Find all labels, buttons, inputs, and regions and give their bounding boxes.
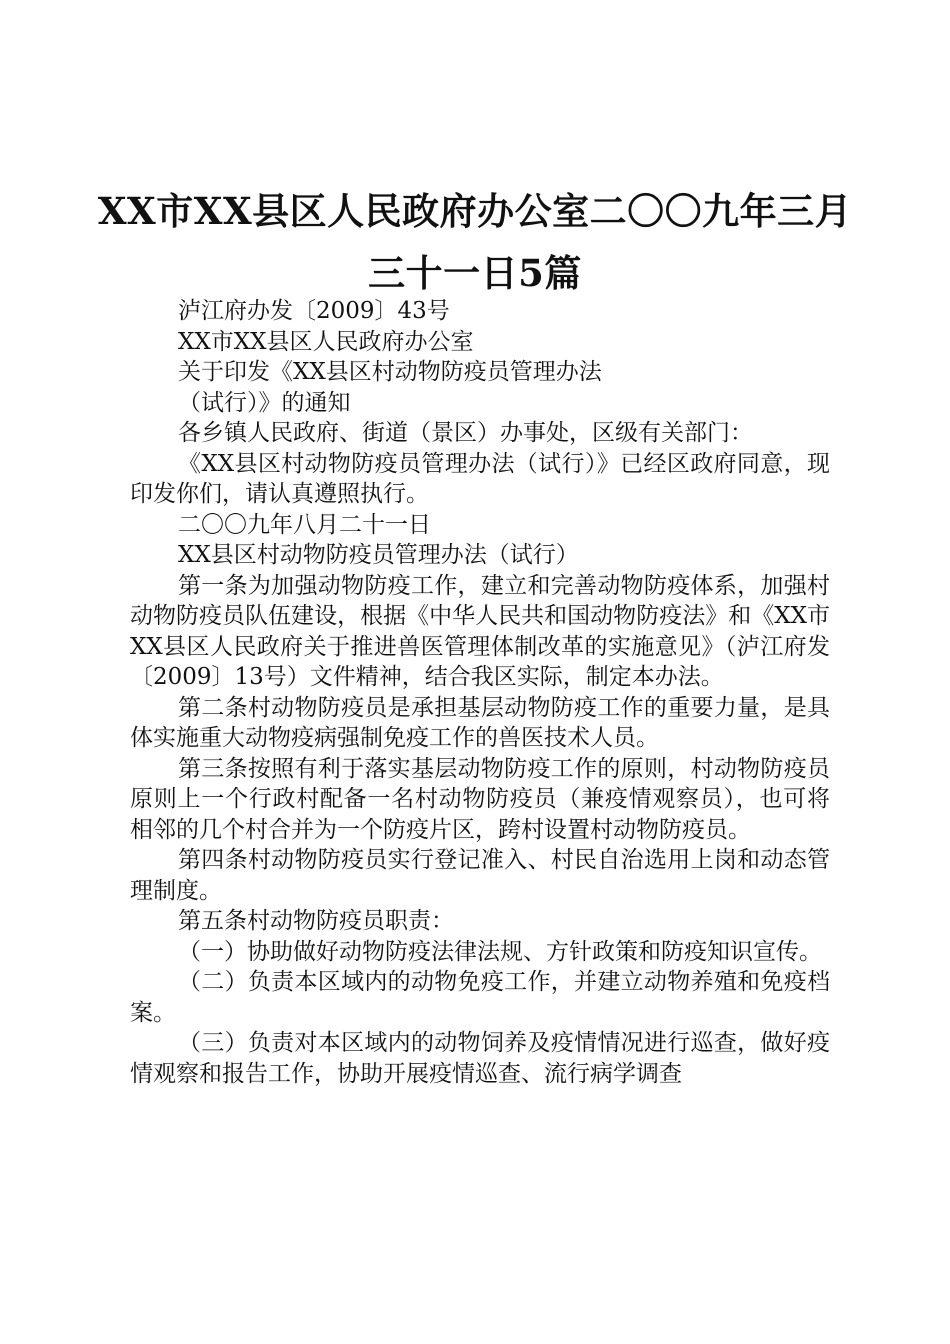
notice-body: 《XX县区村动物防疫员管理办法（试行）》已经区政府同意，现印发你们，请认真遵照执行。	[130, 450, 830, 507]
notice-date: 二〇〇九年八月二十一日	[178, 511, 431, 538]
title-line-2: 三十一日5篇	[368, 251, 582, 295]
article-3: 第三条按照有利于落实基层动物防疫工作的原则，村动物防疫员原则上一个行政村配备一名村动物防疫员（兼疫情观察员），也可将相邻的几个村合并为一个防疫片区，跨村设置村动物防疫员。	[130, 755, 830, 843]
article-1: 第一条为加强动物防疫工作，建立和完善动物防疫体系，加强村动物防疫员队伍建设，根据《中华人民共和国动物防疫法》和《XX市XX县区人民政府关于推进兽医管理体制改革的实施意见》（泸江府发〔2009〕13号）文件精神，结合我区实际，制定本办法。	[130, 572, 830, 690]
issuing-office: XX市XX县区人民政府办公室	[178, 328, 474, 355]
duty-item-1: （一）协助做好动物防疫法律法规、方针政策和防疫知识宣传。	[178, 938, 822, 965]
article-4: 第四条村动物防疫员实行登记准入、村民自治选用上岗和动态管理制度。	[130, 847, 830, 904]
notice-title-line-1: 关于印发《XX县区村动物防疫员管理办法	[178, 359, 602, 385]
article-2: 第二条村动物防疫员是承担基层动物防疫工作的重要力量，是具体实施重大动物疫病强制免疫工作的兽医技术人员。	[130, 694, 830, 751]
duty-item-3: （三）负责对本区域内的动物饲养及疫情情况进行巡查，做好疫情观察和报告工作，协助开展疫情巡查、流行病学调查	[130, 1030, 830, 1087]
document-body	[130, 296, 830, 1089]
title-line-1: XX市XX县区人民政府办公室二〇〇九年三月	[97, 189, 853, 233]
duty-item-2: （二）负责本区域内的动物免疫工作，并建立动物养殖和免疫档案。	[130, 969, 830, 1026]
measures-title: XX县区村动物防疫员管理办法（试行）	[178, 542, 579, 568]
article-5: 第五条村动物防疫员职责：	[178, 908, 454, 934]
document-number: 泸江府办发〔2009〕43号	[178, 298, 450, 324]
addressees: 各乡镇人民政府、街道（景区）办事处，区级有关部门：	[178, 420, 753, 446]
notice-title-line-2: （试行）》的通知	[178, 389, 351, 416]
document-title	[60, 180, 890, 304]
